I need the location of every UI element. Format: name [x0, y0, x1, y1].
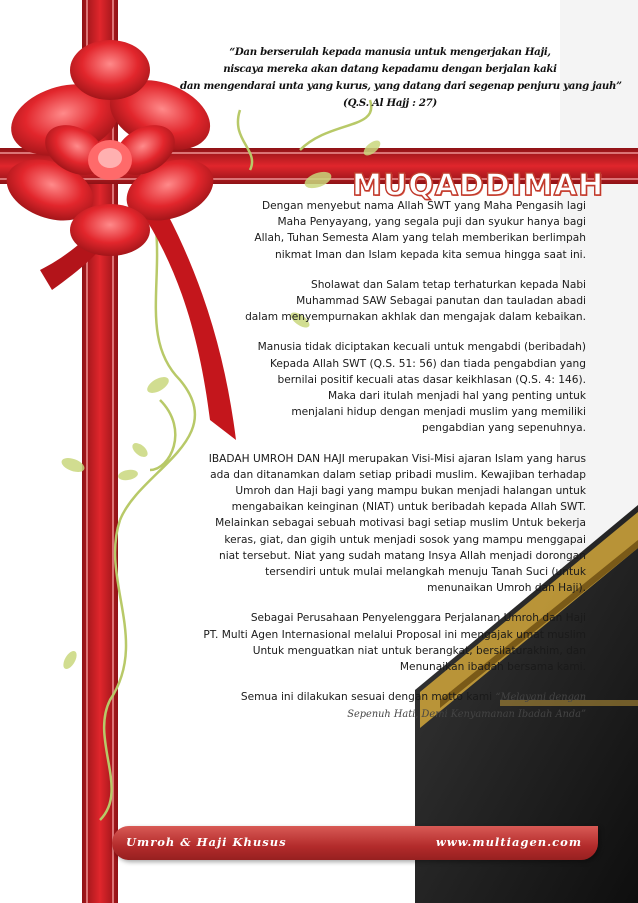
text-line: Maha Penyayang, yang segala puji dan syukur hanya bagi [277, 216, 586, 229]
footer-website-link[interactable]: www.multiagen.com [435, 835, 582, 849]
text-line: nikmat Iman dan Islam kepada kita semua hingga saat ini. [275, 248, 586, 261]
text-line: Muhammad SAW Sebagai panutan dan tauladan abadi [296, 295, 586, 308]
text-line: Menunaikan ibadah bersama kami. [399, 661, 586, 674]
text-line: menjalani hidup dengan menjadi muslim yang memiliki [291, 406, 586, 419]
text-line: Sebagai Perusahaan Penyelenggara Perjalanan Umroh dan Haji [250, 612, 586, 625]
paragraph-2 [120, 277, 586, 326]
paragraph-5 [120, 610, 586, 675]
text-line: Allah, Tuhan Semesta Alam yang telah memberikan berlimpah [254, 232, 586, 245]
body-text [120, 198, 586, 724]
text-line: menunaikan Umroh dan Haji). [427, 582, 586, 595]
text-line: Dengan menyebut nama Allah SWT yang Maha Pengasih lagi [262, 200, 586, 212]
motto-text: “Melayani dengan [495, 692, 586, 704]
page-title: MUQADDIMAH [352, 168, 605, 203]
motto-text: Sepenuh Hati, Demi Kenyamanan Ibadah Anda” [347, 709, 586, 721]
quote-line: dan mengendarai unta yang kurus, yang datang dari segenap penjuru yang jauh” [180, 80, 622, 92]
text-line: niat tersebut. Niat yang sudah matang Insya Allah menjadi dorongan [219, 549, 586, 562]
text-line: Sholawat dan Salam tetap terhaturkan kepada Nabi [310, 278, 586, 291]
text-line: PT. Multi Agen Internasional melalui Proposal ini mengajak umat muslim [203, 628, 586, 641]
closing-line [120, 706, 586, 723]
text-line: IBADAH UMROH DAN HAJI merupakan Visi-Misi ajaran Islam yang harus [208, 452, 586, 465]
text-line: dalam menyempurnakan akhlak dan mengajak dalam kebaikan. [245, 311, 586, 324]
text-line: Maka dari itulah menjadi hal yang penting untuk [327, 390, 586, 403]
closing-text: Semua ini dilakukan sesuai dengan motto kami [240, 691, 496, 704]
text-line: Manusia tidak diciptakan kecuali untuk mengabdi (beribadah) [257, 341, 586, 354]
text-line: ada dan ditanamkan dalam setiap pribadi muslim. Kewajiban terhadap [210, 468, 586, 481]
footer-bar [112, 826, 598, 860]
text-line: Melainkan sebagai sebuah motivasi bagi setiap muslim Untuk bekerja [215, 517, 586, 530]
closing-line [120, 689, 586, 706]
text-line: Untuk menguatkan niat untuk berangkat, bersilaturakhim, dan [252, 644, 586, 657]
paragraph-3 [120, 339, 586, 436]
quran-quote [180, 44, 622, 112]
text-line: bernilai positif kecuali atas dasar keikhlasan (Q.S. 4: 146). [277, 373, 586, 386]
closing-paragraph [120, 689, 586, 723]
text-line: keras, giat, dan gigih untuk menjadi sosok yang mampu menggapai [224, 533, 586, 546]
text-line: tersendiri untuk mulai melangkah menuju Tanah Suci (untuk [265, 566, 586, 579]
text-line: Kepada Allah SWT (Q.S. 51: 56) dan tiada pengabdian yang [270, 357, 586, 370]
text-line: Umroh dan Haji bagi yang mampu bukan menjadi halangan untuk [235, 485, 586, 498]
text-line: pengabdian yang sepenuhnya. [422, 422, 586, 435]
text-line: mengabaikan keinginan (NIAT) untuk beribadah kepada Allah SWT. [231, 501, 586, 514]
paragraph-1 [120, 198, 586, 263]
quote-line: “Dan berserulah kepada manusia untuk mengerjakan Haji, [229, 46, 551, 58]
footer-tagline: Umroh & Haji Khusus [126, 835, 287, 849]
quote-line: niscaya mereka akan datang kepadamu dengan berjalan kaki [223, 63, 557, 75]
paragraph-4 [120, 451, 586, 597]
quote-reference: (Q.S. Al Hajj : 27) [343, 97, 437, 109]
